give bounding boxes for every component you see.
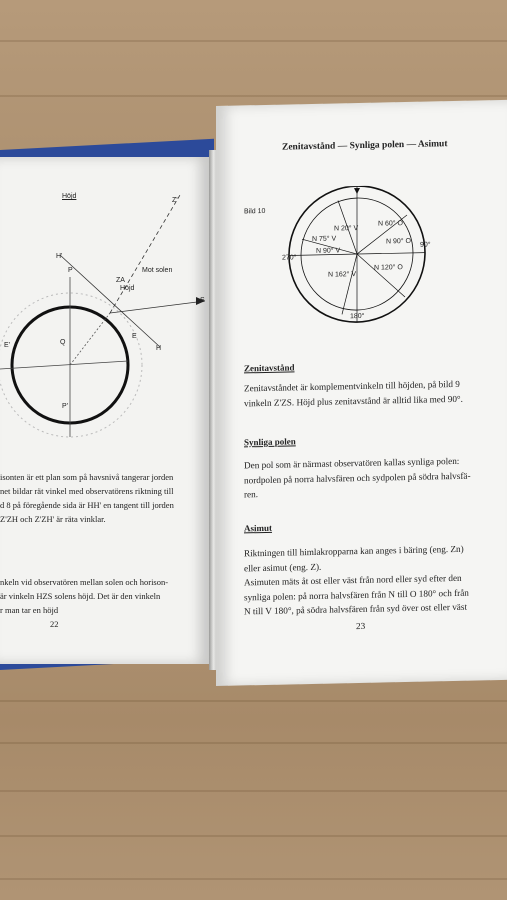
- earth-altitude-diagram: [0, 187, 210, 457]
- dial-90: 90°: [420, 241, 431, 249]
- label-q: Q: [60, 339, 66, 346]
- figure-label: Bild 10: [244, 207, 266, 216]
- dial-n90o: N 90° O: [386, 237, 411, 246]
- text-line: Riktningen till himlakropparna kan anges i bäring (eng. Zn): [244, 543, 464, 559]
- text-line: synliga polen: på norra halvsfären från N till O 180° och från: [244, 587, 469, 602]
- text-line: eller asimut (eng. Z).: [244, 561, 322, 573]
- dial-n60: N 60° O: [378, 220, 403, 228]
- text-line: r man tar en höjd: [0, 605, 59, 615]
- dial-n90v: N 90° V: [316, 247, 341, 255]
- dial-180: 180°: [350, 312, 365, 321]
- heading-synliga-polen: Synliga polen: [244, 436, 296, 448]
- label-z: Z': [172, 197, 178, 204]
- text-line: är vinkeln HZS solens höjd. Det är den vinkeln: [0, 591, 161, 601]
- dial-n20: N 20° V: [334, 225, 359, 233]
- left-page: [0, 157, 210, 664]
- running-head: Zenitavstånd — Synliga polen — Asimut: [282, 139, 448, 153]
- text-line: nkeln vid observatören mellan solen och horison-: [0, 577, 169, 587]
- page-number-left: 22: [50, 619, 59, 629]
- text-line: Z'ZH och Z'ZH' är räta vinklar.: [0, 514, 106, 524]
- text-line: N till V 180°, på södra halvsfären från syd över ost eller väst: [244, 601, 468, 617]
- label-e-left: E': [4, 342, 11, 349]
- dial-270: 270°: [282, 254, 297, 262]
- label-mot-solen: Mot solen: [142, 267, 173, 274]
- label-p-bottom: P': [62, 403, 69, 410]
- dial-n120: N 120° O: [374, 264, 403, 272]
- azimuth-dial-diagram: [282, 184, 462, 338]
- label-h-top: H': [56, 253, 63, 260]
- left-text-block-1: [0, 470, 210, 526]
- text-line: net bildar rät vinkel med observatörens riktning till: [0, 486, 174, 496]
- text-line: Den pol som är närmast observatören kallas synliga polen:: [244, 455, 460, 471]
- label-hojd: Höjd: [120, 285, 135, 292]
- right-page: [216, 100, 507, 686]
- label-za: ZA: [116, 277, 125, 284]
- label-h: H: [156, 345, 162, 352]
- left-text-block-2: [0, 575, 210, 617]
- text-line: Zenitavståndet är komplementvinkeln till höjden, på bild 9: [244, 378, 460, 394]
- heading-asimut: Asimut: [244, 522, 273, 534]
- text-line: Asimuten mäts åt ost eller väst från nord eller syd efter den: [244, 572, 462, 588]
- section-synliga-polen-text: [244, 453, 499, 502]
- label-p-top: P: [68, 267, 73, 274]
- label-s: S: [200, 297, 205, 304]
- dial-n75: N 75° V: [312, 235, 337, 243]
- section-zenitavstand-text: [244, 376, 499, 410]
- text-line: isonten är ett plan som på havsnivå tangerar jorden: [0, 472, 174, 482]
- heading-zenitavstand: Zenitavstånd: [244, 362, 295, 374]
- text-line: ren.: [244, 489, 259, 500]
- text-line: d 8 på föregående sida är HH' en tangent till jorden: [0, 500, 174, 510]
- section-asimut-text: [244, 541, 502, 619]
- figure-title-left: Höjd: [62, 193, 77, 200]
- dial-n162: N 162° V: [328, 271, 357, 279]
- text-line: vinkeln Z'ZS. Höjd plus zenitavstånd är alltid lika med 90°.: [244, 393, 463, 408]
- page-number-right: 23: [356, 620, 366, 632]
- text-line: nordpolen på norra halvsfären och sydpolen på södra halvsfä-: [244, 470, 471, 485]
- label-e-right: E: [132, 333, 137, 340]
